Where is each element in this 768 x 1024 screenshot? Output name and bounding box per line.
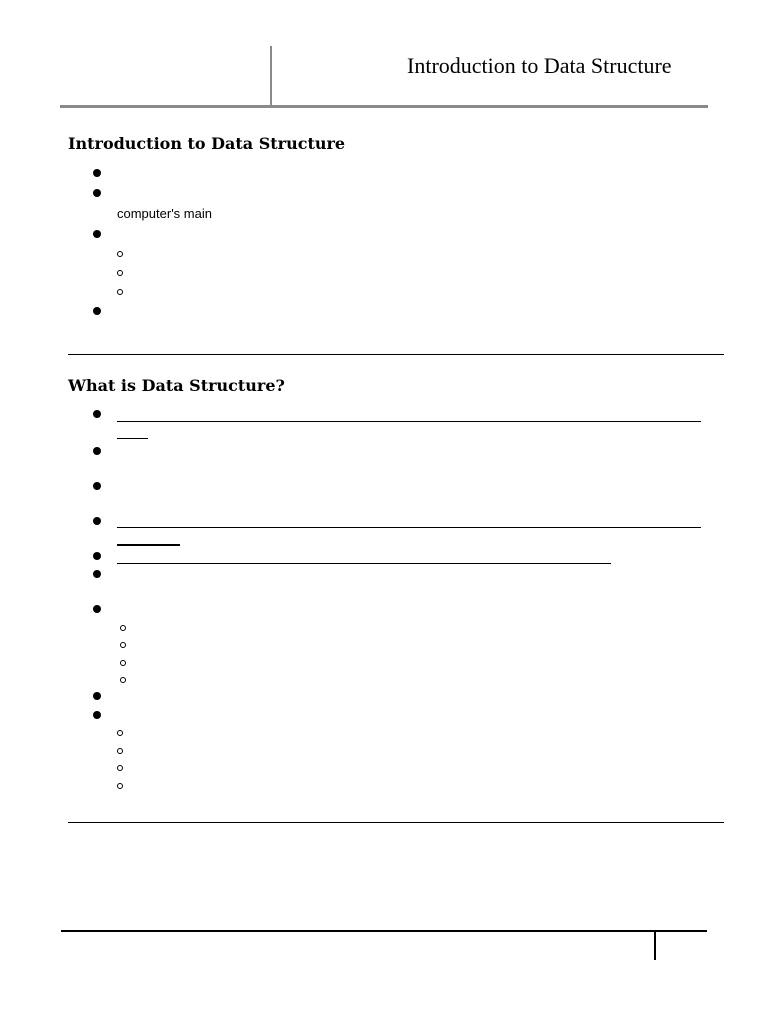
- bullet-item: [93, 189, 101, 197]
- bullet-item: [93, 410, 101, 418]
- sub-bullet-item: [117, 748, 123, 754]
- sub-bullet-item: [117, 730, 123, 736]
- bullet-item: [93, 692, 101, 700]
- section-heading-introduction: Introduction to Data Structure: [68, 134, 346, 153]
- section-separator: [68, 354, 724, 355]
- header-rule: [60, 105, 708, 108]
- sub-bullet-item: [120, 660, 126, 666]
- footer-divider-vertical: [654, 932, 656, 960]
- underlined-text-line: [117, 527, 701, 528]
- sub-bullet-item: [117, 289, 123, 295]
- sub-bullet-item: [120, 642, 126, 648]
- underlined-text-line: [117, 421, 701, 422]
- bullet-item: [93, 552, 101, 560]
- sub-bullet-item: [120, 677, 126, 683]
- sub-bullet-item: [117, 270, 123, 276]
- bullet-item: [93, 605, 101, 613]
- sub-bullet-item: [120, 625, 126, 631]
- bullet-item: [93, 447, 101, 455]
- footer-rule: [61, 930, 707, 932]
- underlined-text-line: [117, 563, 611, 564]
- bullet-item: [93, 517, 101, 525]
- page-header-title: Introduction to Data Structure: [407, 53, 672, 78]
- bullet-item: [93, 570, 101, 578]
- bullet-item: [93, 482, 101, 490]
- bullet-item: [93, 307, 101, 315]
- sub-bullet-item: [117, 783, 123, 789]
- sub-bullet-item: [117, 765, 123, 771]
- sub-bullet-item: [117, 251, 123, 257]
- bullet-item: [93, 169, 101, 177]
- underlined-text-line: [117, 438, 148, 439]
- header-divider-vertical: [270, 46, 272, 106]
- bullet-item: [93, 711, 101, 719]
- bullet-text-fragment: computer's main: [117, 206, 212, 221]
- bullet-item: [93, 230, 101, 238]
- underlined-text-line: [117, 544, 180, 546]
- section-separator: [68, 822, 724, 823]
- section-heading-what-is-data-structure: What is Data Structure?: [68, 376, 285, 395]
